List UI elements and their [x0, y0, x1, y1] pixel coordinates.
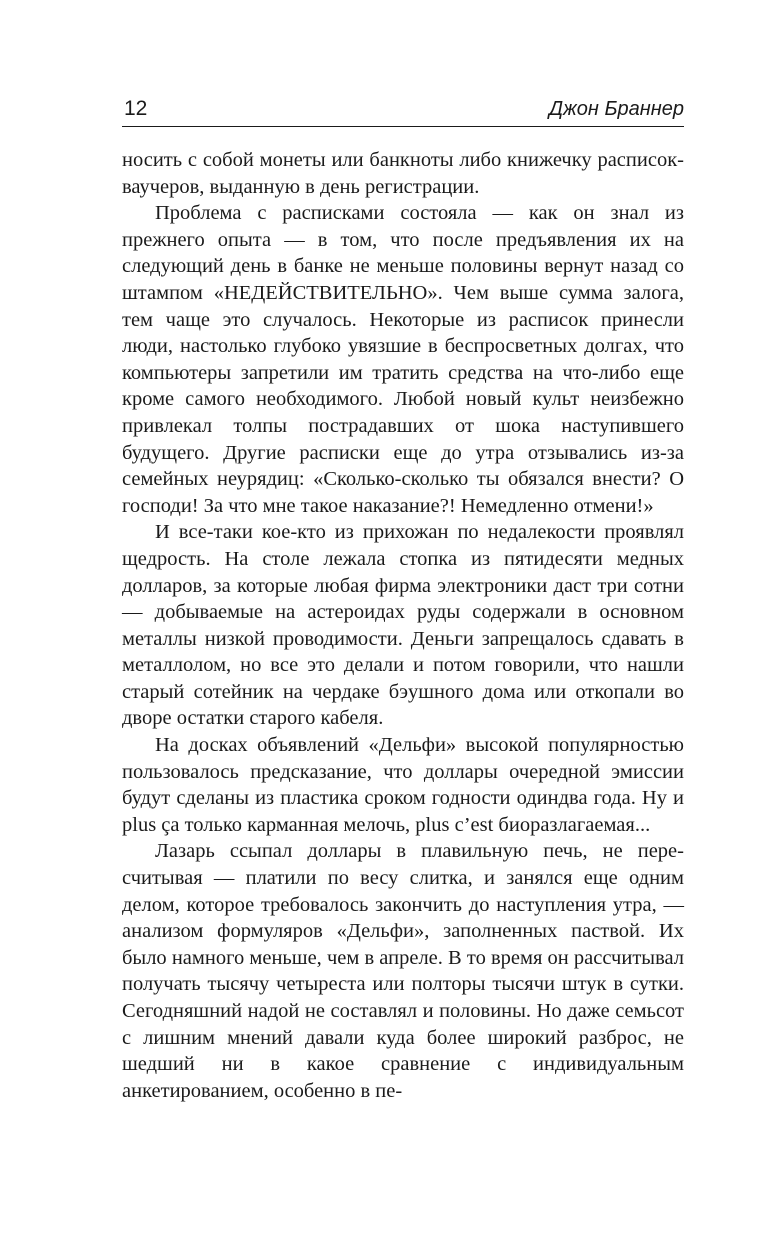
page-number: 12 [124, 97, 148, 120]
body-text [122, 147, 684, 1104]
paragraph: На досках объявлений «Дельфи» высокой популярностью пользовалось предсказание, что доллары очередной эмиссии будут сделаны из пластика сроком годности одиндва года. Ну и plus ça только карманная мелочь, plus c’est биоразлагаемая... [122, 734, 684, 836]
paragraph: И все-таки кое-кто из прихожан по недалекости проявлял щедрость. На столе лежала стопка из пятидесяти медных долларов, за которые любая фирма электроники даст три сотни — добываемые на астероидах руды содержали в основном металлы низкой проводимости. Деньги запрещалось сдавать в металлолом, но все это делали и потом говорили, что нашли старый сотейник на чердаке бэушного дома или откопали во дворе остатки старого кабеля. [122, 521, 684, 730]
running-head-author: Джон Браннер [548, 98, 684, 120]
paragraph: носить с собой монеты или банкноты либо книжечку расписок-ваучеров, выданную в день регистрации. [122, 149, 684, 198]
paragraph: Лазарь ссыпал доллары в плавильную печь, не пересчитывая — платили по весу слитка, и занялся еще одним делом, которое требовалось закончить до наступления утра, — анализом формуляров «Дельфи», заполненных паствой. Их было намного меньше, чем в апреле. В то время он рассчитывал получать тысячу четыреста или полторы тысячи штук в сутки. Сегодняшний надой не составлял и половины. Но даже семьсот с лишним мнений давали куда более широкий разброс, не шедший ни в какое сравнение с индивидуальным анкетированием, особенно в пе- [122, 840, 684, 1102]
paragraph: Проблема с расписками состояла — как он знал из прежнего опыта — в том, что после предъявления их на следующий день в банке не меньше половины вернут назад со штампом «НЕДЕЙСТВИТЕЛЬНО». Чем выше сумма залога, тем чаще это случалось. Некоторые из расписок принесли люди, настолько глубоко увязшие в беспросветных долгах, что компьютеры запретили им тратить средства на что-либо еще кроме самого необходимого. Любой новый культ неизбежно привлекал толпы пострадавших от шока наступившего будущего. Другие расписки еще до утра отзывались из-за семейных неурядиц: «Сколько-сколько ты обязался внести? О господи! За что мне такое наказание?! Немедленно отмени!» [122, 202, 684, 517]
page-header [122, 96, 684, 127]
